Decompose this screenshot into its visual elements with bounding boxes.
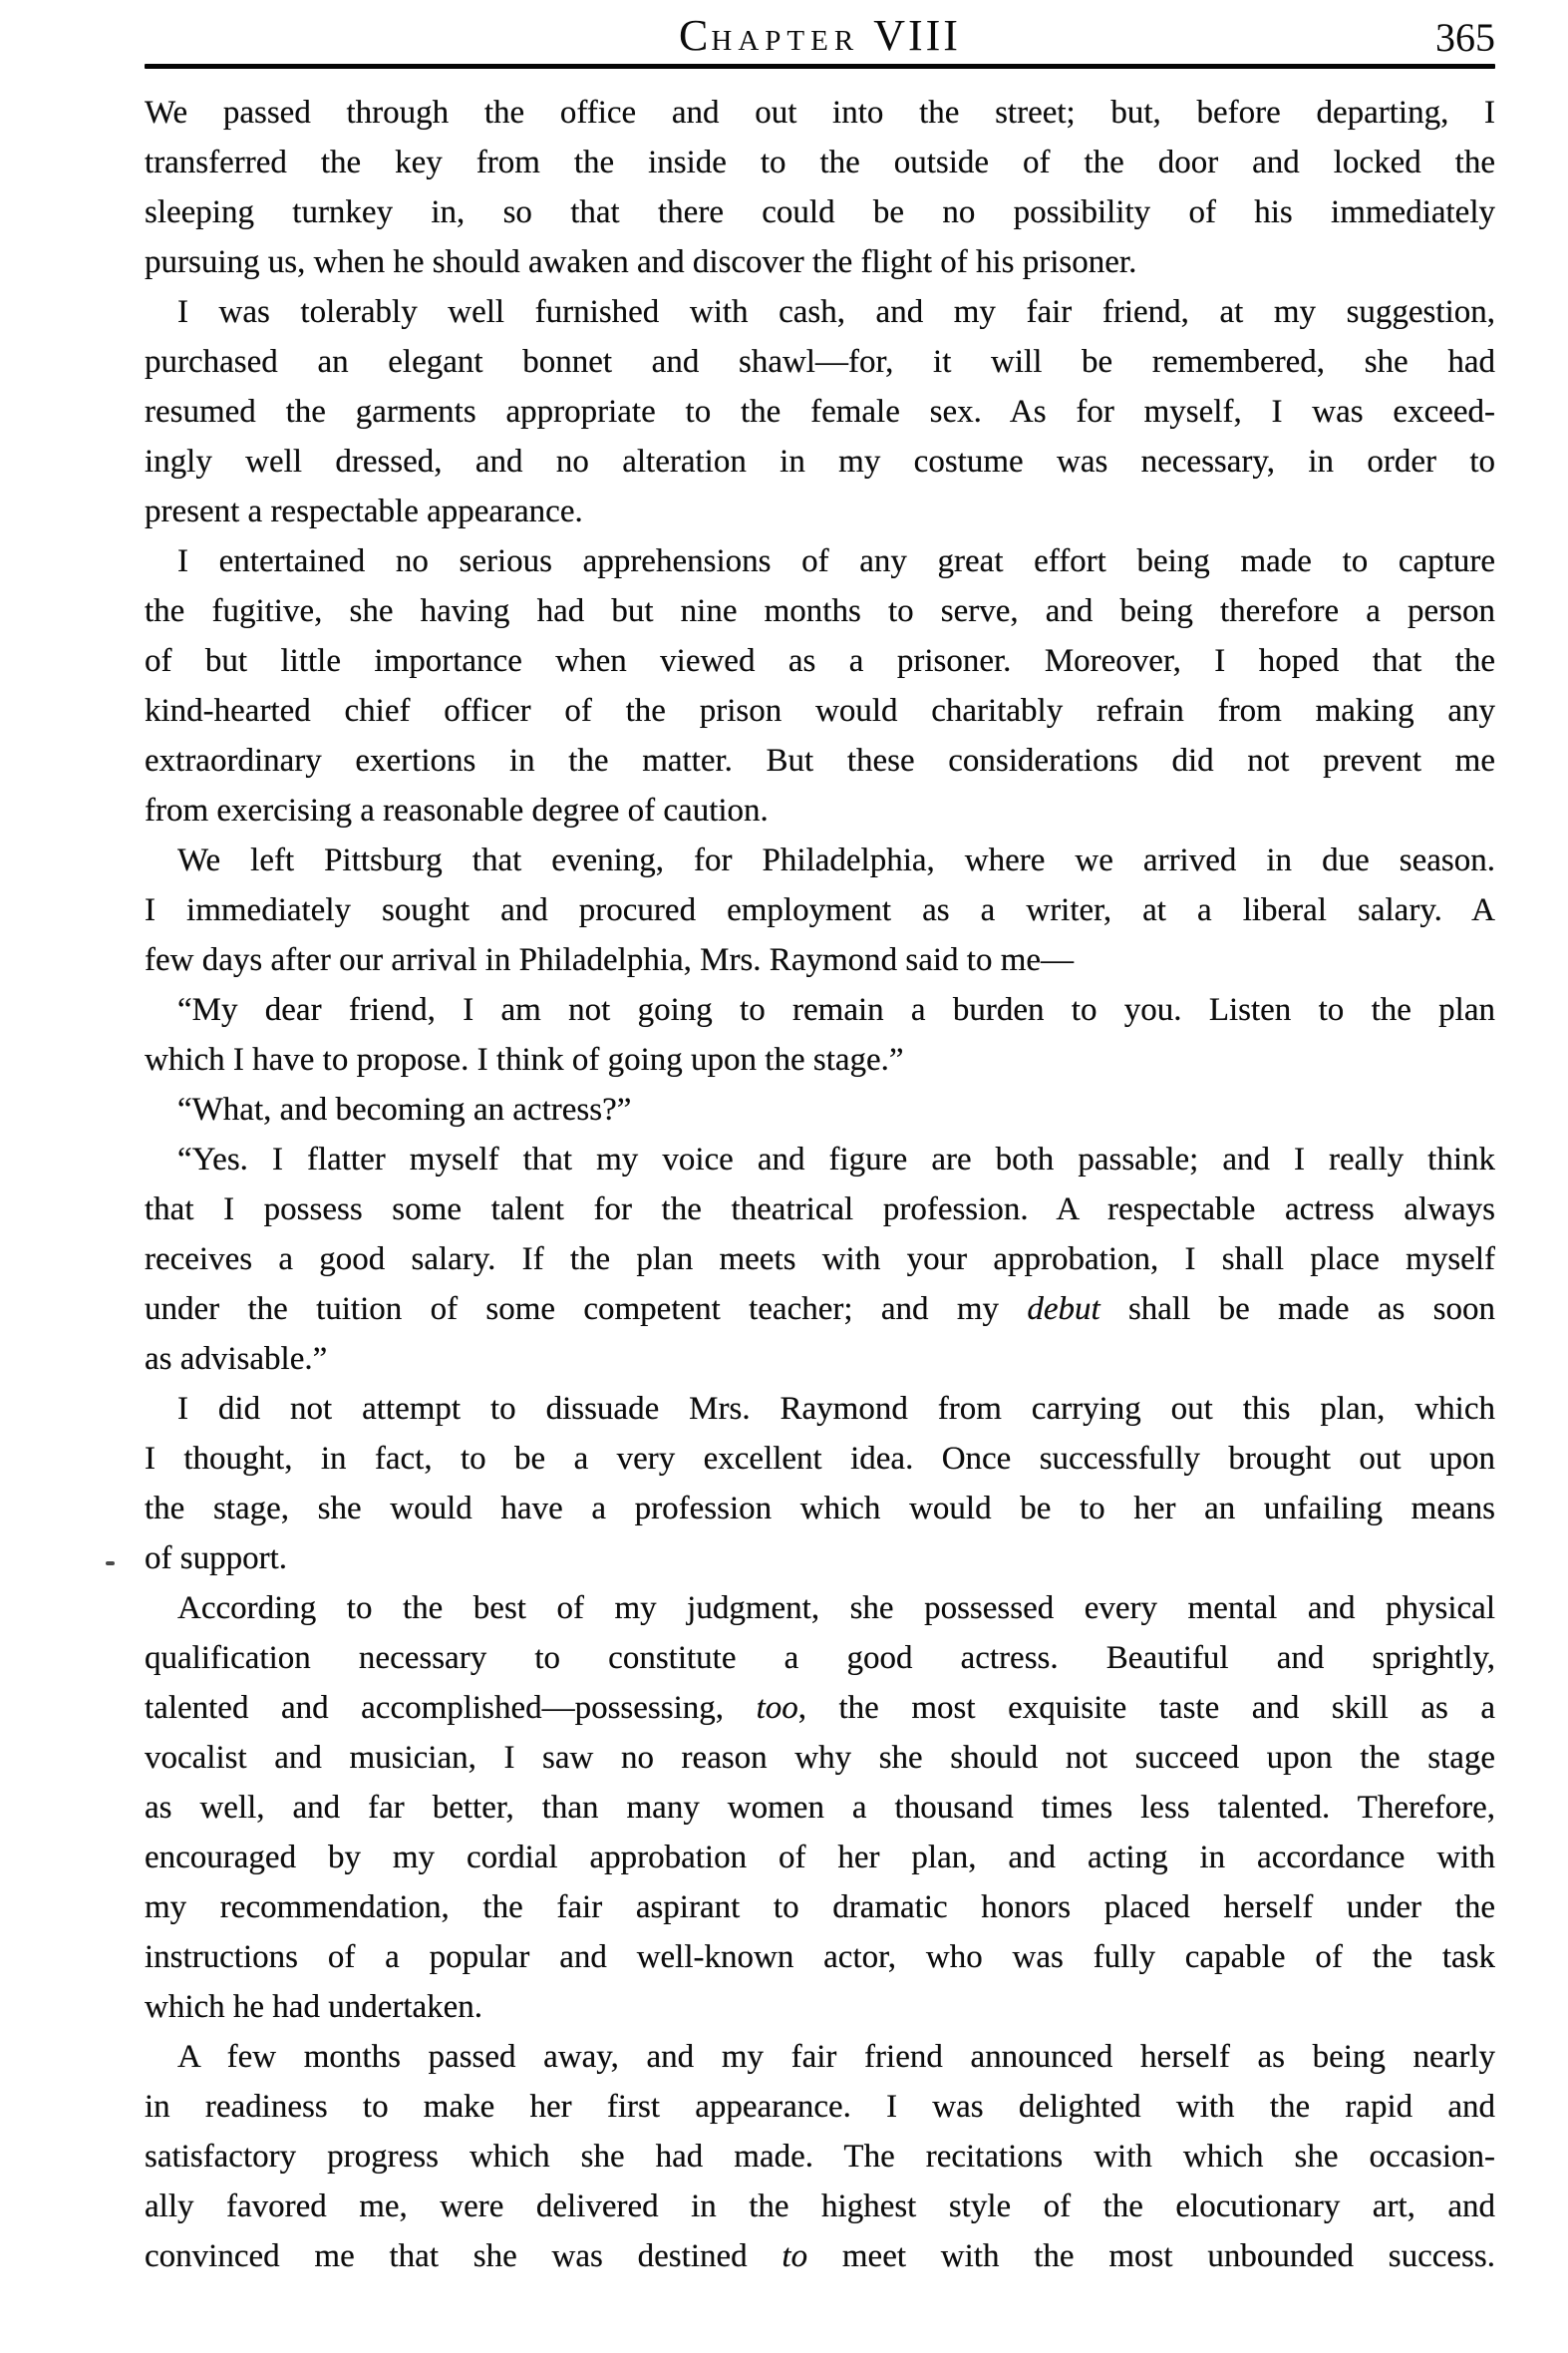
paragraph [145, 536, 1495, 836]
paragraph [145, 836, 1495, 985]
text-line: We left Pittsburg that evening, for Philadelphia, where we arrived in due season. [177, 842, 1495, 878]
text-line: I was tolerably well furnished with cash, and my fair friend, at my suggestion, [177, 294, 1495, 330]
scan-speck [106, 1561, 115, 1565]
paragraph [145, 1135, 1495, 1384]
text-line: present a respectable appearance. [145, 494, 583, 529]
text-line: encouraged by my cordial approbation of her plan, and acting in accordance with [145, 1840, 1495, 1875]
text-line: as advisable.” [145, 1341, 328, 1377]
text-line: “Yes. I flatter myself that my voice and figure are both passable; and I really think [177, 1142, 1495, 1177]
paragraph [145, 1085, 1495, 1135]
chapter-heading [145, 10, 1495, 61]
text-line: According to the best of my judgment, she possessed every mental and physical [177, 1590, 1495, 1626]
text-line: ally favored me, were delivered in the highest style of the elocutionary art, and [145, 2188, 1495, 2224]
header-rule [145, 64, 1495, 69]
text-line: I did not attempt to dissuade Mrs. Raymond from carrying out this plan, which [177, 1391, 1495, 1427]
text-line: from exercising a reasonable degree of caution. [145, 793, 769, 829]
text-line: extraordinary exertions in the matter. But these considerations did not prevent me [145, 743, 1495, 779]
text-line: “My dear friend, I am not going to remain a burden to you. Listen to the plan [177, 992, 1495, 1028]
text-line: We passed through the office and out into the street; but, before departing, I [145, 95, 1495, 131]
text-line: which I have to propose. I think of going upon the stage.” [145, 1042, 904, 1078]
text-line: that I possess some talent for the theatrical profession. A respectable actress always [145, 1191, 1495, 1227]
text-line: instructions of a popular and well-known actor, who was fully capable of the task [145, 1939, 1495, 1975]
text-line: talented and accomplished—possessing, too, the most exquisite taste and skill as a [145, 1690, 1495, 1726]
paragraph [145, 1384, 1495, 1583]
text-line: “What, and becoming an actress?” [177, 1092, 632, 1128]
text-line: receives a good salary. If the plan meets with your approbation, I shall place myself [145, 1241, 1495, 1277]
text-line: sleeping turnkey in, so that there could be no possibility of his immediately [145, 194, 1495, 230]
text-line: pursuing us, when he should awaken and discover the flight of his prisoner. [145, 244, 1137, 280]
text-line: resumed the garments appropriate to the female sex. As for myself, I was exceed- [145, 394, 1495, 430]
text-line: satisfactory progress which she had made. The recitations with which she occasion- [145, 2139, 1495, 2175]
paragraph [145, 2032, 1495, 2281]
page-number: 365 [1435, 15, 1495, 60]
text-line: of support. [145, 1540, 287, 1576]
paragraph [145, 985, 1495, 1085]
paragraph [145, 287, 1495, 536]
text-line: I entertained no serious apprehensions of any great effort being made to capture [177, 543, 1495, 579]
text-line: vocalist and musician, I saw no reason why she should not succeed upon the stage [145, 1740, 1495, 1776]
text-line: of but little importance when viewed as a prisoner. Moreover, I hoped that the [145, 643, 1495, 679]
text-line: which he had undertaken. [145, 1989, 483, 2025]
text-line: ingly well dressed, and no alteration in my costume was necessary, in order to [145, 444, 1495, 480]
text-line: convinced me that she was destined to meet with the most unbounded success. [145, 2238, 1495, 2274]
text-line: the stage, she would have a profession which would be to her an unfailing means [145, 1491, 1495, 1526]
text-line: A few months passed away, and my fair friend announced herself as being nearly [177, 2039, 1495, 2075]
text-line: as well, and far better, than many women a thousand times less talented. Therefore, [145, 1790, 1495, 1826]
chapter-initial: C [679, 11, 712, 60]
chapter-numeral: VIII [873, 11, 961, 60]
text-line: I thought, in fact, to be a very excellent idea. Once successfully brought out upon [145, 1441, 1495, 1477]
text-line: the fugitive, she having had but nine months to serve, and being therefore a person [145, 593, 1495, 629]
text-line: I immediately sought and procured employment as a writer, at a liberal salary. A [145, 892, 1495, 928]
text-line: transferred the key from the inside to the outside of the door and locked the [145, 145, 1495, 180]
text-line: my recommendation, the fair aspirant to dramatic honors placed herself under the [145, 1889, 1495, 1925]
page-body [145, 88, 1495, 2281]
text-line: in readiness to make her first appearance. I was delighted with the rapid and [145, 2089, 1495, 2125]
chapter-word: HAPTER [711, 25, 860, 57]
text-line: few days after our arrival in Philadelphia, Mrs. Raymond said to me— [145, 942, 1075, 978]
text-line: kind-hearted chief officer of the prison would charitably refrain from making any [145, 693, 1495, 729]
paragraph [145, 1583, 1495, 2032]
text-line: under the tuition of some competent teacher; and my debut shall be made as soon [145, 1291, 1495, 1327]
paragraph [145, 88, 1495, 287]
text-line: qualification necessary to constitute a good actress. Beautiful and sprightly, [145, 1640, 1495, 1676]
text-line: purchased an elegant bonnet and shawl—for, it will be remembered, she had [145, 344, 1495, 380]
